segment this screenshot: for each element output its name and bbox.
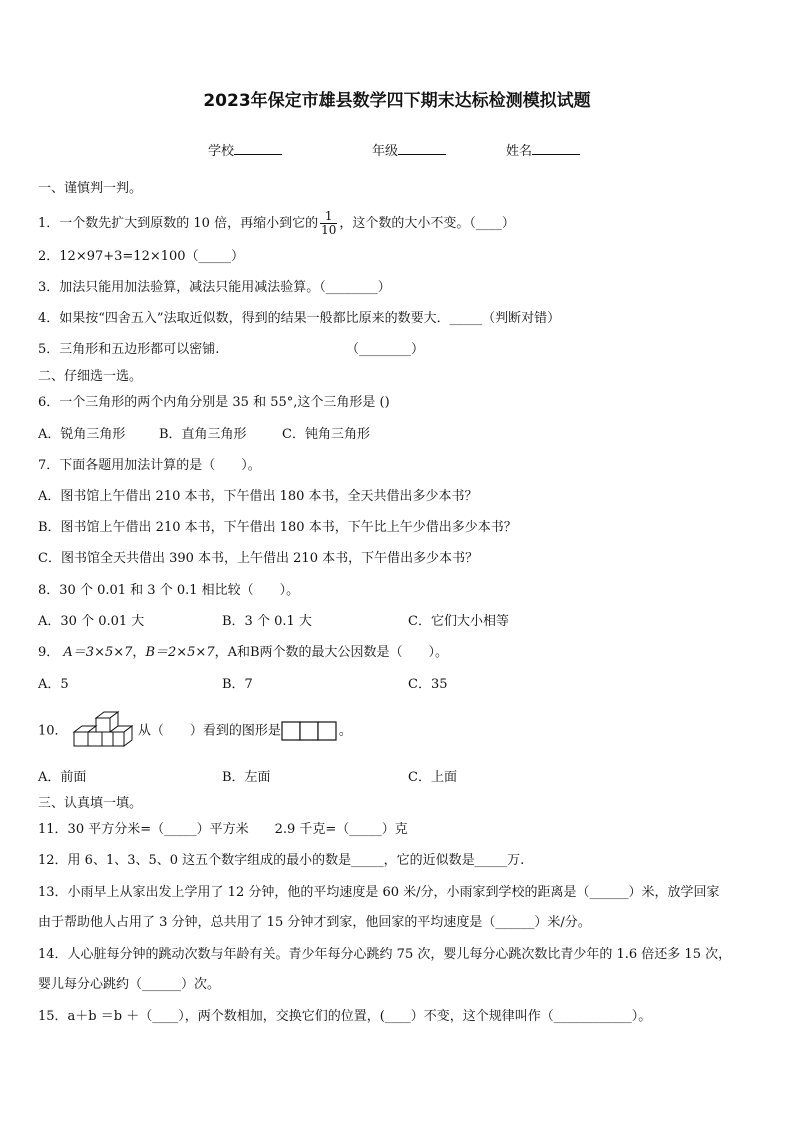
q7-option-a[interactable]: A．图书馆上午借出 210 本书，下午借出 180 本书，全天共借出多少本书？ [38,489,478,504]
name-blank[interactable] [532,140,580,155]
q8-option-c[interactable]: C．它们大小相等 [408,614,509,629]
q1-text-after: ，这个数的大小不变。（____） [339,216,515,231]
grade-blank[interactable] [398,140,446,155]
question-10 [38,710,352,753]
question-14-line-1: 14．人心脏每分钟的跳动次数与年龄有关。青少年每分心跳约 75 次，婴儿每分心跳次数比青少年的 1.6 倍还多 15 次， [38,947,732,962]
question-13-line-1: 13．小雨早上从家出发上学用了 12 分钟，他的平均速度是 60 米/分，小雨家到学校的距离是（______）米，放学回家 [38,885,720,900]
q9-option-c[interactable]: C．35 [408,677,448,692]
section-1-heading: 一、谨慎判一判。 [38,181,143,196]
q9-number: 9． [38,645,60,660]
school-field [208,140,282,159]
q6-option-b[interactable]: B．直角三角形 [159,427,247,442]
q10-option-a[interactable]: A．前面 [38,770,87,785]
q5-answer-paren: （________） [346,342,425,357]
question-8: 8．30 个 0.01 和 3 个 0.1 相比较（ ）。 [38,583,300,598]
fraction [320,210,337,237]
page-title: 2023年保定市雄县数学四下期末达标检测模拟试题 [203,91,591,111]
question-1 [38,210,515,237]
q10-text-end: 。 [338,723,352,739]
question-3: 3．加法只能用加法验算，减法只能用减法验算。（________） [38,280,391,295]
question-13-line-2: 由于帮助他人占用了 3 分钟，总共用了 15 分钟才到家，他回家的平均速度是（______）米/分。 [38,915,591,930]
q10-option-c[interactable]: C．上面 [408,770,457,785]
question-5: 5．三角形和五边形都可以密铺. [38,342,220,357]
section-3-heading: 三、认真填一填。 [38,796,143,811]
question-7: 7．下面各题用加法计算的是（ ）。 [38,458,261,473]
school-blank[interactable] [234,140,282,155]
name-field [506,140,580,159]
question-14-line-2: 婴儿每分心跳约（______）次。 [38,977,221,992]
q7-option-c[interactable]: C．图书馆全天共借出 390 本书，上午借出 210 本书，下午借出多少本书？ [38,551,479,566]
question-11: 11．30 平方分米=（_____）平方米 2.9 千克=（_____）克 [38,822,408,837]
q9-option-b[interactable]: B．7 [222,677,253,692]
q8-option-b[interactable]: B．3 个 0.1 大 [222,614,312,629]
q8-option-a[interactable]: A．30 个 0.01 大 [38,614,145,629]
section-2-heading: 二、仔细选一选。 [38,369,143,384]
name-label: 姓名 [506,144,533,159]
three-squares-figure [281,721,339,741]
cube-stack-figure [72,710,134,752]
school-label: 学校 [208,144,235,159]
question-9: 9． A＝3×5×7，B＝2×5×7，A和B两个数的最大公因数是（ ）。 [38,645,449,660]
question-6: 6．一个三角形的两个内角分别是 35 和 55°,这个三角形是 () [38,395,390,410]
fraction-numerator: 1 [320,210,337,224]
question-12: 12．用 6、1、3、5、0 这五个数字组成的最小的数是_____，它的近似数是_____万. [38,853,525,868]
q6-option-a[interactable]: A．锐角三角形 [38,427,126,442]
q10-option-b[interactable]: B．左面 [222,770,271,785]
q10-text-mid: 从（ ）看到的图形是 [137,723,281,739]
q9-text: A和B两个数的最大公因数是（ ）。 [227,645,449,660]
grade-label: 年级 [372,144,399,159]
fraction-denominator: 10 [321,223,337,237]
question-2: 2．12×97+3=12×100（_____） [38,249,245,264]
q7-option-b[interactable]: B．图书馆上午借出 210 本书，下午借出 180 本书，下午比上午少借出多少本书？ [38,520,517,535]
q9-expr-b: B＝2×5×7 [145,645,215,660]
q9-option-a[interactable]: A．5 [38,677,69,692]
q10-number: 10． [38,723,68,739]
question-15: 15．a＋b ＝b ＋（____），两个数相加，交换它们的位置，(____）不变，这个规律叫作（____________）。 [38,1009,652,1024]
q9-expr-a: A＝3×5×7 [63,645,133,660]
grade-field [372,140,446,159]
question-4: 4．如果按“四舍五入”法取近似数，得到的结果一般都比原来的数要大．_____（判断对错） [38,311,561,326]
q6-option-c[interactable]: C．钝角三角形 [282,427,370,442]
q1-text-before: 1．一个数先扩大到原数的 10 倍，再缩小到它的 [38,216,319,231]
